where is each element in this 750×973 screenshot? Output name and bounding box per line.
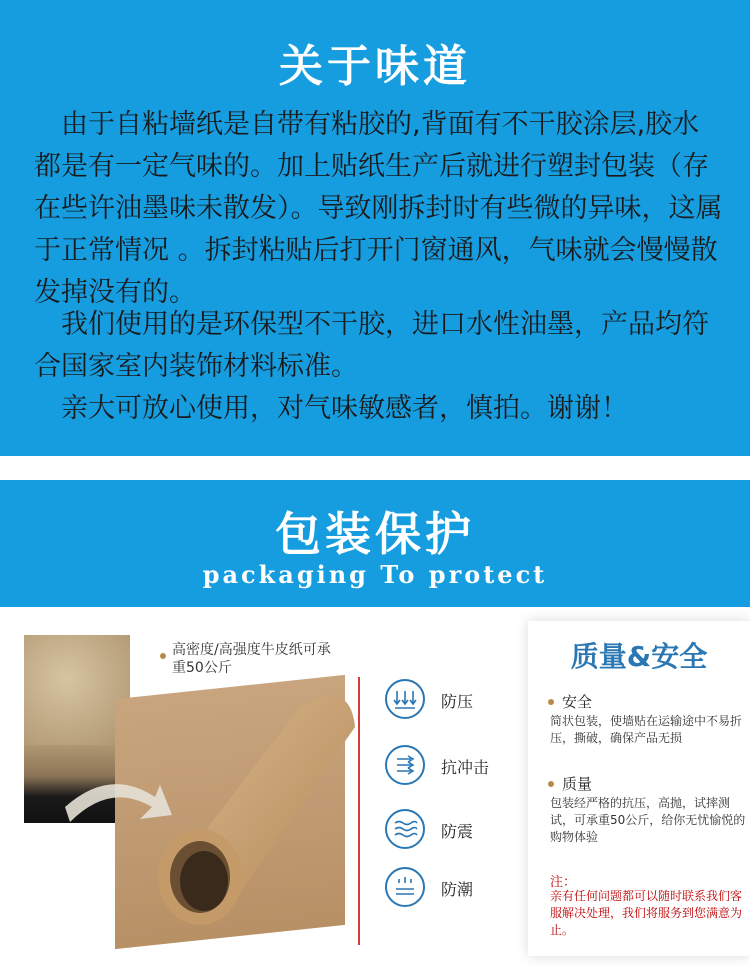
feature-shockproof [385,809,545,853]
quality-safety-panel [528,621,750,956]
safety-text: 简状包装，使墙贴在运输途中不易折压，撕破，确保产品无损 [550,714,743,745]
paper-tube-image [150,687,360,927]
curved-arrow-icon [60,767,180,847]
red-divider [358,677,360,945]
feature-label: 防潮 [441,880,474,899]
quality-title: 质量&安全 [570,640,708,673]
impact-icon [385,745,425,785]
smell-paragraph-3: 亲大可放心使用，对气味敏感者，慎拍。谢谢！ [61,393,628,424]
feature-anti-pressure [385,679,545,723]
quality-heading: 质量 [562,775,593,793]
bullet-dot [160,653,166,659]
quality-text: 包装经严格的抗压，高抛，试摔测试，可承重50公斤，给你无忧愉悦的购物体验 [550,796,746,844]
note-heading: 注： [550,875,577,890]
feature-label: 防压 [441,692,474,711]
bullet-dot [548,699,554,705]
smell-section [0,0,750,456]
bullet-dot [548,781,554,787]
smell-paragraph-2: 我们使用的是环保型不干胶，进口水性油墨，产品均符合国家室内装饰材料标准。 [34,309,709,382]
packaging-title: 包装保护 [275,507,475,561]
pressure-icon [385,679,425,719]
note-text: 亲有任何问题都可以随时联系我们客服解决处理，我们将服务到您满意为止。 [550,889,743,937]
packaging-subtitle: packaging To protect [202,560,548,589]
smell-paragraph-1: 由于自粘墙纸是自带有粘胶的,背面有不干胶涂层,胶水都是有一定气味的。加上贴纸生产后就进行塑封包装（存在些许油墨味未散发）。导致刚拆封时有些微的异味，这属于正常情况 。拆封粘贴后打开门窗通风，气味就会慢慢散发掉没有的。 [34,109,723,308]
feature-label: 防震 [441,822,474,841]
moisture-icon [385,867,425,907]
packaging-banner [0,480,750,607]
packaging-photo [0,607,750,973]
smell-title: 关于味道 [279,41,471,92]
feature-moistureproof [385,867,545,911]
shock-icon [385,809,425,849]
feature-label: 抗冲击 [441,758,490,777]
craft-paper-note: 高密度/高强度牛皮纸可承重50公斤 [172,642,331,676]
feature-impact [385,745,545,789]
safety-heading: 安全 [562,693,593,711]
